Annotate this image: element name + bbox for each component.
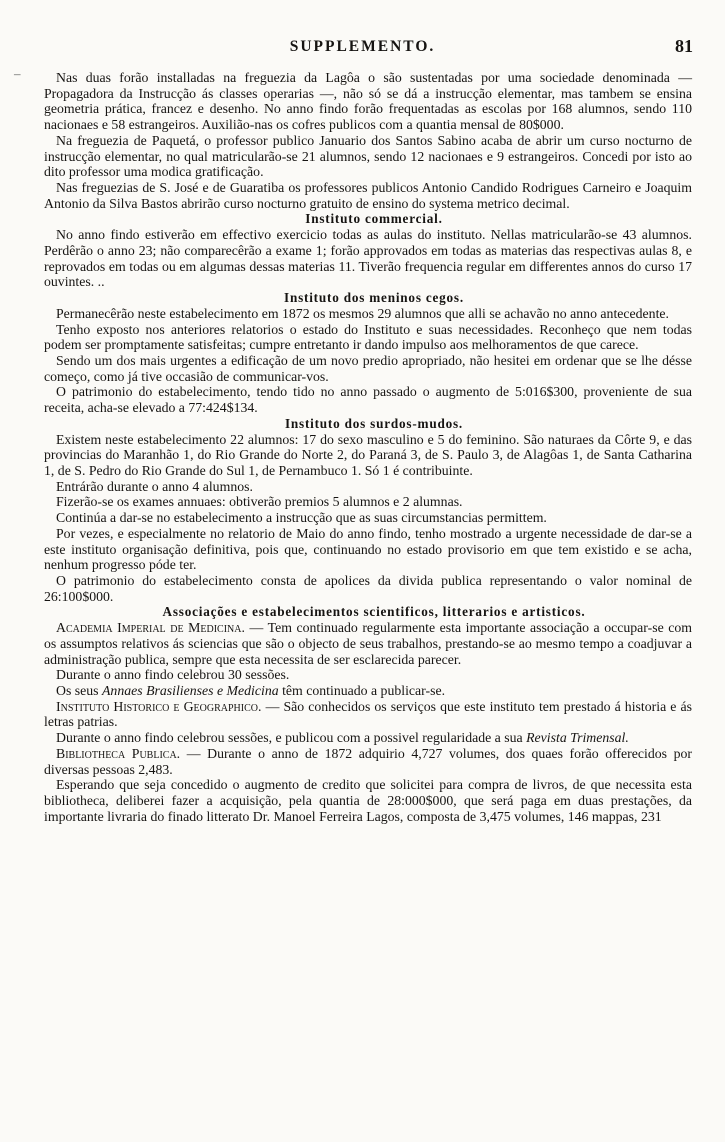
annaes-post: têm continuado a publicar-se. — [282, 683, 446, 699]
page-number: 81 — [675, 36, 693, 56]
paragraph-surdos-2: Entrárão durante o anno 4 alumnos. — [56, 478, 253, 494]
paragraph-surdos-5: Por vezes, e especialmente no relatorio de Maio do anno findo, tenho mostrado a urgente necessidade de dar-se a este instituto organisação definitiva, pois que, continuando no estado provisorio em que tem existido e se acha, nenhum progresso póde ter. — [44, 525, 692, 573]
paragraph-surdos-6: O patrimonio do estabelecimento consta de apolices da divida publica representando o valor nominal de 26:100$000. — [44, 573, 692, 604]
paragraph-paqueta: Na freguezia de Paquetá, o professor publico Januario dos Santos Sabino acaba de abrir um curso nocturno de instrucção elementar, no qual matricularão-se 21 alumnos, sendo 12 nacionaes e 9 estrangeiros. Concedi por isto ao dito professor uma modica gratificação. — [44, 132, 692, 180]
paragraph-bibliotheca — [44, 746, 692, 777]
instituto-historico-name: Instituto Historico e Geographico. — [56, 698, 262, 714]
paragraph-cegos-3: Sendo um dos mais urgentes a edificação de um novo predio apropriado, não hesitei em ordenar que se lhe désse começo, como já tive occasião de communicar-vos. — [44, 352, 692, 384]
paragraph-surdos-4: Continúa a dar-se no estabelecimento a instrucção que as suas circumstancias permittem. — [56, 510, 547, 526]
margin-mark: – — [14, 66, 21, 81]
paragraph-academia — [44, 620, 692, 667]
paragraph-cegos-4: O patrimonio do estabelecimento, tendo tido no anno passado o augmento de 5:016$300, proveniente de sua receita, acha-se elevado a 77:424$134. — [44, 384, 692, 416]
paragraph-annaes — [44, 683, 692, 699]
academia-text: — Tem continuado regularmente esta importante associação a occupar-se com os assumptos relativos ás sciencias que são o objecto de seus trabalhos, prestando-se ao mesmo tempo a coadjuvar a administração publica, sempre que esta necessita de ser esclarecida parecer. — [44, 620, 692, 667]
paragraph-cegos-1: Permanecêrão neste estabelecimento em 1872 os mesmos 29 alumnos que alli se achavão no anno antecedente. — [56, 305, 669, 321]
heading-surdos-mudos: Instituto dos surdos-mudos. — [284, 415, 464, 431]
paragraph-sessoes: Durante o anno findo celebrou 30 sessões. — [56, 667, 290, 683]
revista-pre: Durante o anno findo celebrou sessões, e publicou com a possivel regularidade a sua — [56, 730, 523, 746]
paragraph-credito: Esperando que seja concedido o augmento de credito que solicitei para compra de livros, de que necessita esta bibliotheca, deliberei fazer a acquisição, pela quantia de 28:000$000, que será paga em duas prestações, da importante livraria do finado litterato Dr. Manoel Ferreira Lagos, composta de 3,475 volumes, 146 mappas, 231 — [44, 777, 692, 824]
academia-name: Academia Imperial de Medicina. — [56, 620, 245, 636]
page-header — [0, 32, 725, 66]
paragraph-surdos-3: Fizerão-se os exames annuaes: obtiverão premios 5 alumnos e 2 alumnas. — [56, 494, 463, 510]
bibliotheca-text: — Durante o anno de 1872 adquirio 4,727 volumes, dos quaes forão offerecidos por diversas pessoas 2,483. — [44, 745, 692, 777]
paragraph-cegos-2: Tenho exposto nos anteriores relatorios o estado do Instituto e suas necessidades. Reconheço que nem todas podem ser promptamente satisfeitas; cumpre entretanto ir dando impulso aos melhoramentos de que carece. — [44, 321, 692, 353]
paragraph-instituto-historico — [44, 699, 692, 730]
paragraph-guaratiba: Nas freguezias de S. José e de Guaratiba os professores publicos Antonio Candido Rodrigues Carneiro e Joaquim Antonio da Silva Bastos abrirão curso nocturno gratuito de ensino do systema metrico decimal. — [44, 180, 692, 211]
annaes-title: Annaes Brasilienses e Medicina — [102, 683, 279, 699]
running-title: SUPPLEMENTO. — [289, 38, 436, 55]
annaes-pre: Os seus — [56, 683, 99, 699]
paragraph-commercial: No anno findo estiverão em effectivo exercicio todas as aulas do instituto. Nellas matricularão-se 43 alumnos. Perdêrão o anno 23; não comparecêrão a exame 1; forão approvados em todas as materias das respectivas aulas 8, e reprovados em todas ou em algumas dessas materias 11. Tiverão frequencia regular em differentes annos do curso 17 ouvintes. .. — [44, 227, 692, 290]
paragraph-surdos-1: Existem neste estabelecimento 22 alumnos: 17 do sexo masculino e 5 do feminino. São naturaes da Côrte 9, e das provincias do Maranhão 1, do Rio Grande do Norte 2, do Paraná 3, de S. Paulo 3, de Alagôas 1, de Santa Catharina 1, de S. Pedro do Rio Grande do Sul 1, de Pernambuco 1. Só 1 é contribuinte. — [44, 431, 692, 478]
heading-meninos-cegos: Instituto dos meninos cegos. — [284, 290, 464, 306]
paragraph-revista — [44, 730, 692, 746]
bibliotheca-name: Bibliotheca Publica. — [56, 745, 181, 761]
body-text — [44, 70, 692, 825]
paragraph-lagoa: Nas duas forão installadas na freguezia da Lagôa o são sustentadas por uma sociedade denominada — Propagadora da Instrucção ás classes operarias —, não só se dá a instrucção elementar, mas tambem se ensina geometria prática, francez e desenho. No anno findo forão frequentadas as escolas por 168 alumnos, sendo 110 nacionaes e 58 estrangeiros. Auxilião-nas os cofres publicos com a quantia mensal de 80$000. — [44, 70, 692, 133]
instituto-historico-text: — São conhecidos os serviços que este instituto tem prestado á historia e ás letras patrias. — [44, 698, 693, 730]
heading-instituto-commercial: Instituto commercial. — [305, 211, 443, 227]
heading-associacoes: Associações e estabelecimentos scientificos, litterarios e artisticos. — [162, 604, 586, 620]
revista-title: Revista Trimensal. — [526, 730, 629, 746]
